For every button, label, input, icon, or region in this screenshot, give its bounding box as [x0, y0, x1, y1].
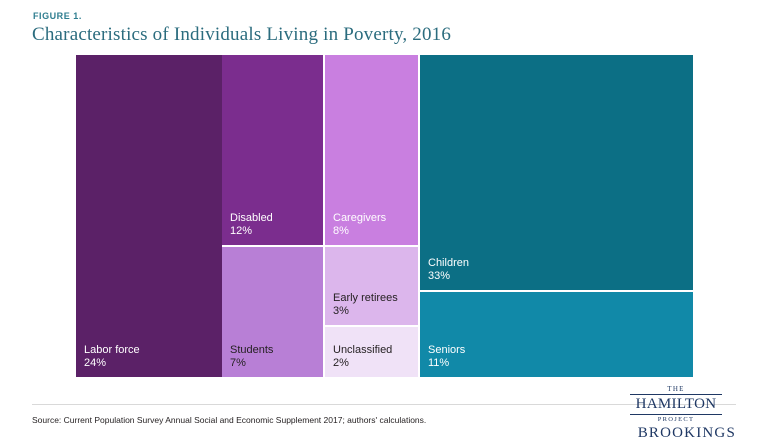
- tile-label: Caregivers: [333, 212, 387, 224]
- hamilton-project-logo: [616, 385, 736, 424]
- logo-rule-top: [630, 394, 722, 395]
- tile-value: 7%: [230, 357, 246, 369]
- logo-the-text: THE: [667, 385, 685, 393]
- tile-label: Early retirees: [333, 292, 398, 304]
- tile-value: 24%: [84, 357, 107, 369]
- page-title: Characteristics of Individuals Living in Poverty, 2016: [32, 24, 452, 45]
- tile-value: 33%: [428, 270, 451, 282]
- tile-label: Seniors: [428, 344, 466, 356]
- tile-label: Unclassified: [333, 344, 393, 356]
- treemap-chart: [76, 55, 693, 377]
- treemap-tile-students[interactable]: [222, 247, 323, 377]
- tile-label: Children: [428, 257, 469, 269]
- treemap-tile-children[interactable]: [420, 55, 693, 290]
- tile-label: Students: [230, 344, 274, 356]
- tile-value: 2%: [333, 357, 349, 369]
- treemap-tile-early-retirees[interactable]: [325, 247, 418, 325]
- source-note: Source: Current Population Survey Annual Social and Economic Supplement 2017; authors' calculations.: [32, 415, 427, 425]
- brookings-logo: BROOKINGS: [637, 425, 736, 441]
- logo-rule-bottom: [630, 414, 722, 415]
- treemap-tile-caregivers[interactable]: [325, 55, 418, 245]
- figure-number-label: FIGURE 1.: [33, 11, 82, 21]
- logo-hamilton-text: HAMILTON: [635, 396, 717, 412]
- tile-value: 12%: [230, 225, 253, 237]
- treemap-tile-labor-force[interactable]: [76, 55, 222, 377]
- tile-value: 11%: [428, 357, 450, 369]
- treemap-tile-disabled[interactable]: [222, 55, 323, 245]
- treemap-tile-seniors[interactable]: [420, 292, 693, 377]
- tile-label: Labor force: [84, 344, 140, 356]
- tile-value: 3%: [333, 305, 349, 317]
- logo-project-text: PROJECT: [657, 416, 695, 423]
- tile-label: Disabled: [230, 212, 273, 224]
- tile-value: 8%: [333, 225, 349, 237]
- treemap-tile-unclassified[interactable]: [325, 327, 418, 377]
